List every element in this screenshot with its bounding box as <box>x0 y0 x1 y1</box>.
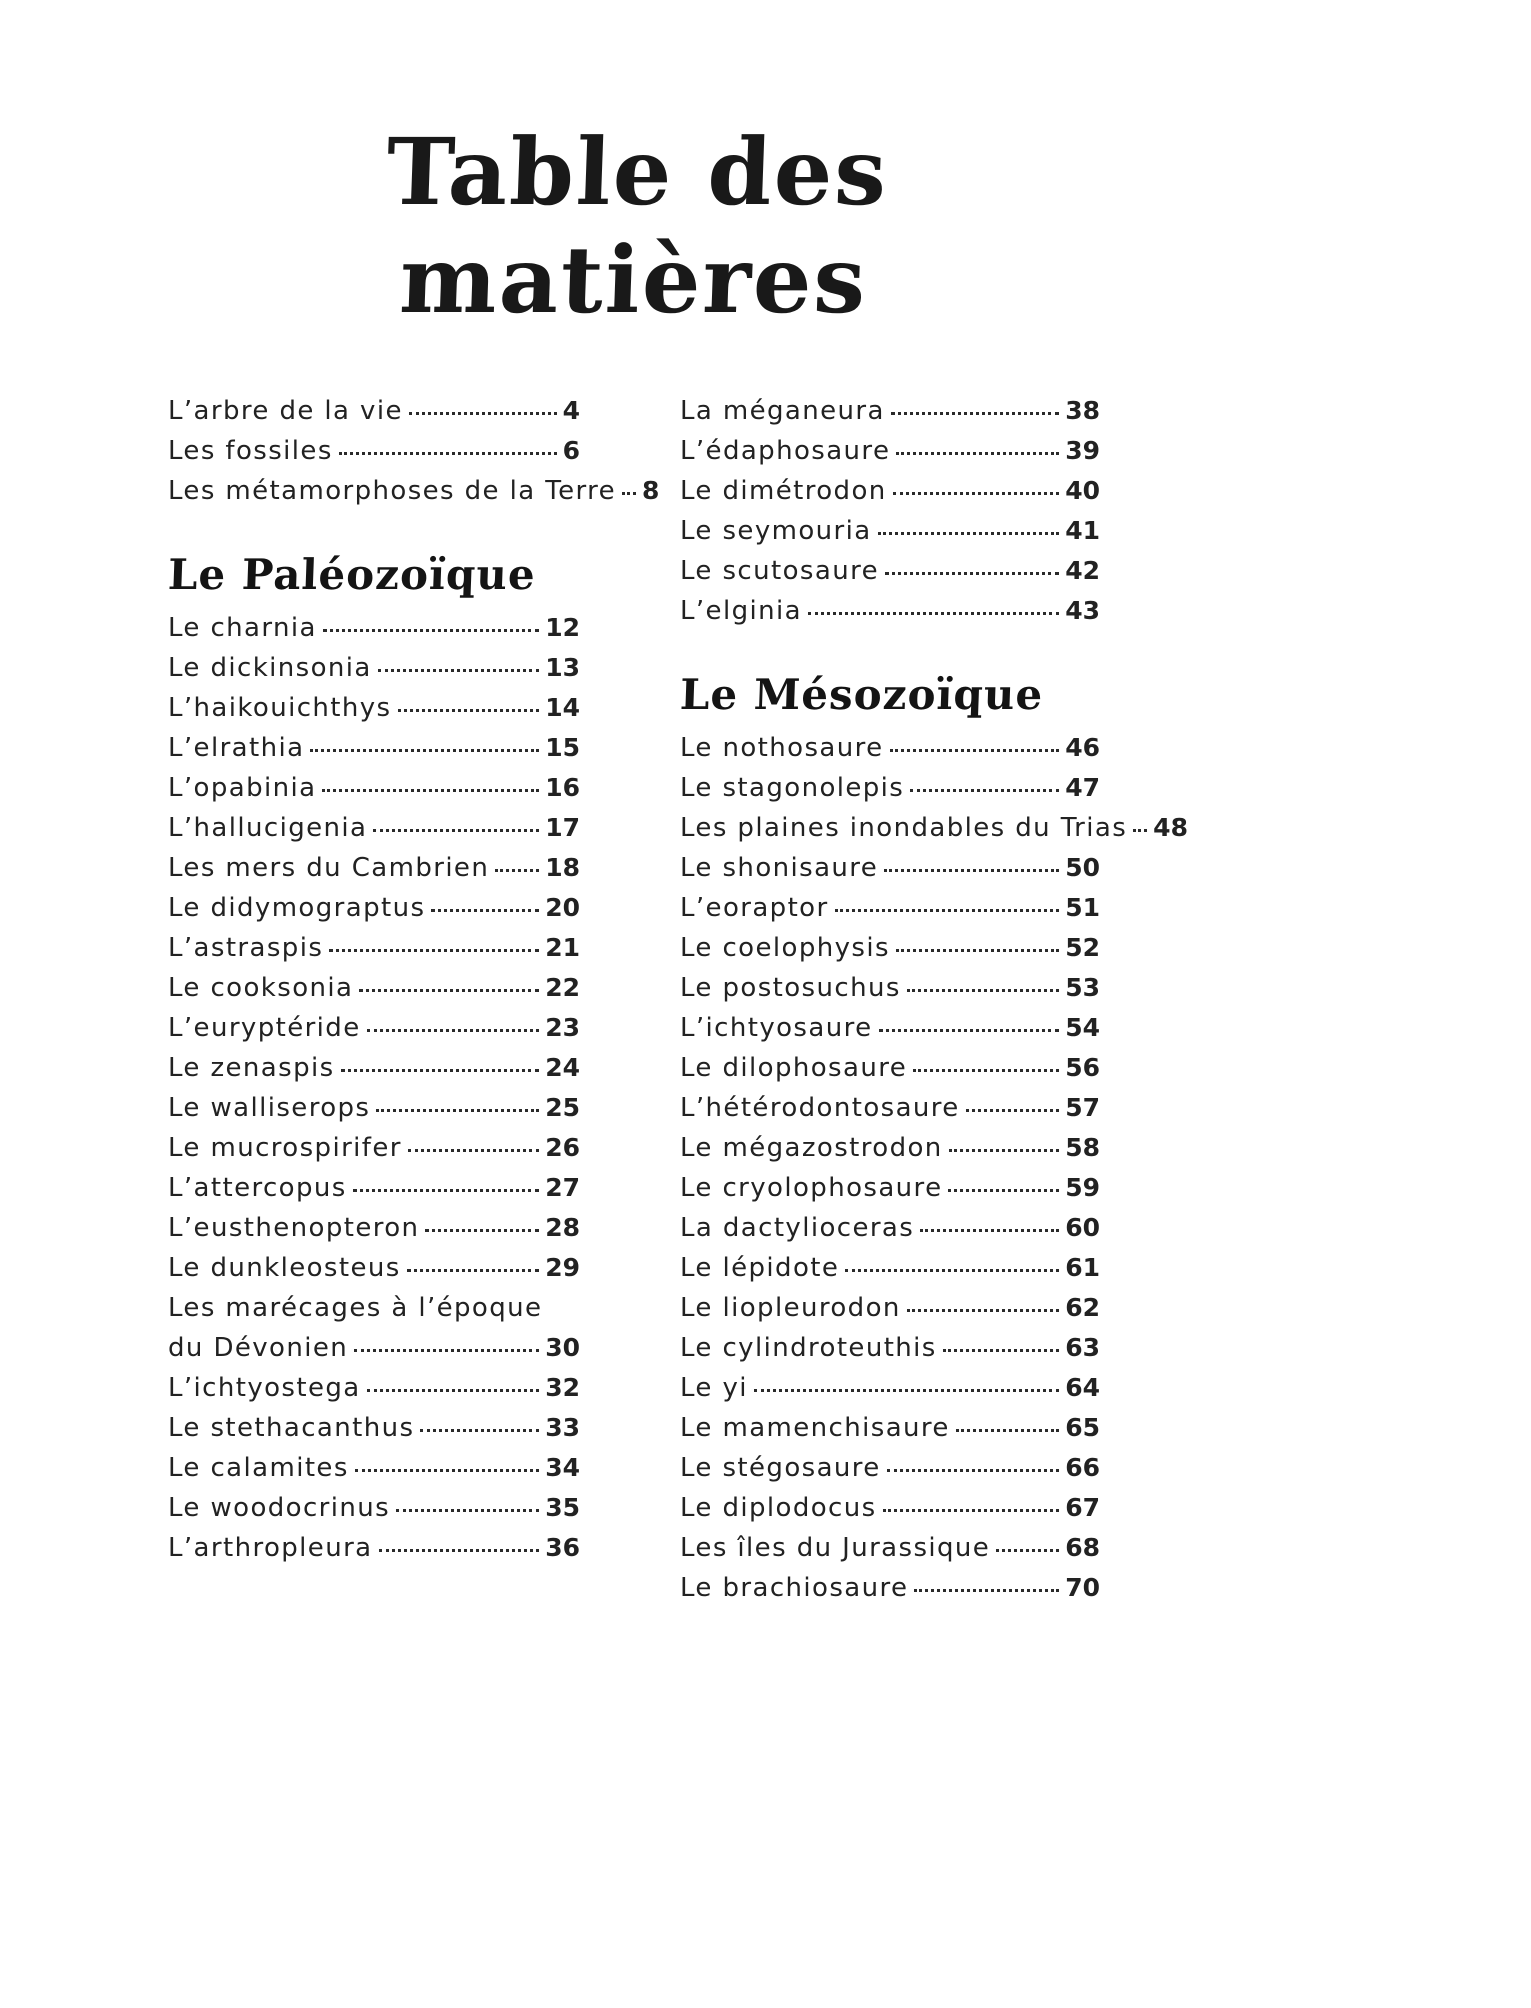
toc-entry <box>680 893 1100 933</box>
toc-entry-page: 21 <box>545 933 580 962</box>
toc-entry <box>168 1053 580 1093</box>
dot-leader <box>884 869 1059 872</box>
toc-entry-label: Le didymograptus <box>168 893 426 923</box>
toc-entry-label: Le stagonolepis <box>680 773 905 803</box>
toc-entry <box>168 773 580 813</box>
toc-entry-first-line <box>168 1293 580 1333</box>
toc-entry-page: 27 <box>545 1173 580 1202</box>
toc-entry-page: 12 <box>545 613 580 642</box>
toc-entry-page: 46 <box>1065 733 1100 762</box>
toc-entry-page: 54 <box>1065 1013 1100 1042</box>
toc-entry-label: Le lépidote <box>680 1253 840 1283</box>
toc-entry <box>680 476 1100 516</box>
toc-entry <box>168 933 580 973</box>
dot-leader <box>883 1509 1060 1512</box>
dot-leader <box>754 1389 1059 1392</box>
toc-entry-page: 15 <box>545 733 580 762</box>
toc-entry-page: 59 <box>1065 1173 1100 1202</box>
toc-entry-label: L’édaphosaure <box>680 436 891 466</box>
toc-entry-label: Le mucrospirifer <box>168 1133 402 1163</box>
toc-entry-label: L’ichtyosaure <box>680 1013 873 1043</box>
toc-entry-page: 35 <box>545 1493 580 1522</box>
toc-entry-label: Le seymouria <box>680 516 872 546</box>
toc-entry <box>680 1173 1100 1213</box>
dot-leader <box>907 1309 1059 1312</box>
toc-entry <box>168 436 580 476</box>
toc-entry-label: Le postosuchus <box>680 973 901 1003</box>
toc-entry-label: Les mers du Cambrien <box>168 853 490 883</box>
dot-leader <box>341 1069 540 1072</box>
section-heading: Le Mésozoïque <box>679 670 1045 719</box>
toc-column-left <box>167 396 660 1613</box>
toc-entry-page: 4 <box>562 396 580 425</box>
page-title: Table des matières <box>384 118 891 334</box>
toc-entry-page: 70 <box>1065 1573 1100 1602</box>
toc-columns <box>167 396 1188 1613</box>
toc-entry-page: 14 <box>545 693 580 722</box>
toc-entry-page: 63 <box>1065 1333 1100 1362</box>
dot-leader <box>396 1509 539 1512</box>
toc-entry <box>680 556 1100 596</box>
toc-entry <box>680 396 1100 436</box>
toc-entry-page: 67 <box>1065 1493 1100 1522</box>
toc-entry <box>168 1093 580 1133</box>
dot-leader <box>948 1189 1059 1192</box>
toc-entry <box>680 1533 1100 1573</box>
dot-leader <box>322 789 539 792</box>
dot-leader <box>431 909 539 912</box>
toc-entry <box>168 1173 580 1213</box>
toc-entry <box>168 1253 580 1293</box>
toc-entry-label: Le dimétrodon <box>680 476 887 506</box>
dot-leader <box>966 1109 1060 1112</box>
toc-entry-label: L’eusthenopteron <box>168 1213 420 1243</box>
toc-entry-page: 68 <box>1065 1533 1100 1562</box>
toc-entry-label: Le yi <box>680 1373 748 1403</box>
toc-entry <box>168 653 580 693</box>
dot-leader <box>323 629 539 632</box>
toc-entry-page: 56 <box>1065 1053 1100 1082</box>
dot-leader <box>353 1189 539 1192</box>
toc-entry <box>168 1373 580 1413</box>
toc-entry <box>168 1493 580 1533</box>
toc-entry-page: 36 <box>545 1533 580 1562</box>
toc-entry <box>680 1013 1100 1053</box>
toc-entry-page: 29 <box>545 1253 580 1282</box>
dot-leader <box>367 1029 540 1032</box>
toc-entry-label: Le brachiosaure <box>680 1573 909 1603</box>
toc-entry-label: Les marécages à l’époque <box>168 1293 543 1323</box>
toc-entry <box>680 1373 1100 1413</box>
toc-entry <box>168 893 580 933</box>
dot-leader <box>329 949 539 952</box>
dot-leader <box>910 789 1059 792</box>
toc-entry-label: Les fossiles <box>168 436 333 466</box>
dot-leader <box>891 412 1059 415</box>
toc-entry <box>680 853 1100 893</box>
dot-leader <box>359 989 539 992</box>
dot-leader <box>355 1469 539 1472</box>
toc-entry-page: 64 <box>1065 1373 1100 1402</box>
toc-entry-label: L’ichtyostega <box>168 1373 361 1403</box>
toc-entry <box>680 1573 1100 1613</box>
toc-entry <box>680 1213 1100 1253</box>
content-area <box>167 118 1188 1613</box>
toc-entry <box>168 733 580 773</box>
toc-entry-label: L’euryptéride <box>168 1013 361 1043</box>
toc-entry-label: Le stethacanthus <box>168 1413 415 1443</box>
dot-leader <box>896 452 1059 455</box>
dot-leader <box>354 1349 539 1352</box>
toc-entry <box>680 1413 1100 1453</box>
toc-entry-label: Le mégazostrodon <box>680 1133 943 1163</box>
dot-leader <box>408 1149 539 1152</box>
toc-entry <box>680 1093 1100 1133</box>
dot-leader <box>845 1269 1059 1272</box>
toc-entry-page: 50 <box>1065 853 1100 882</box>
toc-entry-label: Le coelophysis <box>680 933 890 963</box>
toc-entry <box>168 1413 580 1453</box>
toc-entry-label: La dactylioceras <box>680 1213 915 1243</box>
toc-entry-label: Le dickinsonia <box>168 653 372 683</box>
toc-entry-page: 30 <box>545 1333 580 1362</box>
toc-entry <box>680 1333 1100 1373</box>
dot-leader <box>949 1149 1060 1152</box>
dot-leader <box>367 1389 540 1392</box>
toc-entry-label: Les plaines inondables du Trias <box>680 813 1128 843</box>
dot-leader <box>885 572 1059 575</box>
toc-entry-page: 28 <box>545 1213 580 1242</box>
toc-entry <box>168 693 580 733</box>
toc-entry-page: 34 <box>545 1453 580 1482</box>
toc-entry-page: 18 <box>545 853 580 882</box>
dot-leader <box>378 669 539 672</box>
dot-leader <box>907 989 1059 992</box>
toc-entry <box>168 1133 580 1173</box>
toc-entry <box>168 476 660 516</box>
toc-entry-page: 41 <box>1065 516 1100 545</box>
toc-entry-label: L’elginia <box>680 596 802 626</box>
dot-leader <box>996 1549 1059 1552</box>
toc-entry-label: La méganeura <box>680 396 885 426</box>
toc-entry-page: 42 <box>1065 556 1100 585</box>
toc-entry-page: 17 <box>545 813 580 842</box>
toc-entry-label: Le zenaspis <box>168 1053 335 1083</box>
dot-leader <box>339 452 557 455</box>
toc-entry-label: Le cryolophosaure <box>680 1173 943 1203</box>
toc-entry-page: 13 <box>545 653 580 682</box>
toc-entry-label: L’attercopus <box>168 1173 347 1203</box>
dot-leader <box>956 1429 1059 1432</box>
toc-entry <box>168 1213 580 1253</box>
toc-entry-page: 47 <box>1065 773 1100 802</box>
toc-entry-label: Le diplodocus <box>680 1493 877 1523</box>
toc-entry-label: Le calamites <box>168 1453 349 1483</box>
toc-entry-page: 39 <box>1065 436 1100 465</box>
dot-leader <box>879 1029 1060 1032</box>
dot-leader <box>622 492 636 495</box>
toc-entry-label: Le woodocrinus <box>168 1493 391 1523</box>
toc-entry-page: 22 <box>545 973 580 1002</box>
toc-entry-label: L’elrathia <box>168 733 305 763</box>
toc-entry-page: 61 <box>1065 1253 1100 1282</box>
dot-leader <box>878 532 1060 535</box>
dot-leader <box>808 612 1059 615</box>
dot-leader <box>893 492 1060 495</box>
toc-entry-page: 66 <box>1065 1453 1100 1482</box>
toc-entry-label: Le mamenchisaure <box>680 1413 950 1443</box>
toc-entry <box>680 1053 1100 1093</box>
dot-leader <box>398 709 540 712</box>
toc-entry <box>168 1533 580 1573</box>
toc-entry-page: 65 <box>1065 1413 1100 1442</box>
toc-entry-page: 58 <box>1065 1133 1100 1162</box>
toc-entry-page: 26 <box>545 1133 580 1162</box>
toc-entry-page: 20 <box>545 893 580 922</box>
toc-entry <box>680 973 1100 1013</box>
toc-entry <box>680 933 1100 973</box>
toc-entry <box>680 436 1100 476</box>
dot-leader <box>495 869 539 872</box>
dot-leader <box>914 1589 1059 1592</box>
dot-leader <box>420 1429 539 1432</box>
toc-entry-label: L’hallucigenia <box>168 813 368 843</box>
toc-entry <box>168 613 580 653</box>
toc-entry <box>680 1133 1100 1173</box>
toc-entry-page: 52 <box>1065 933 1100 962</box>
toc-entry-label: Le charnia <box>168 613 317 643</box>
dot-leader <box>920 1229 1059 1232</box>
toc-entry-page: 24 <box>545 1053 580 1082</box>
toc-entry-label: L’arbre de la vie <box>168 396 403 426</box>
dot-leader <box>407 1269 540 1272</box>
dot-leader <box>913 1069 1059 1072</box>
toc-entry <box>680 1293 1100 1333</box>
toc-entry-page: 32 <box>545 1373 580 1402</box>
toc-entry <box>168 813 580 853</box>
toc-entry <box>168 1333 580 1373</box>
dot-leader <box>896 949 1059 952</box>
toc-entry-page: 62 <box>1065 1293 1100 1322</box>
toc-entry <box>680 773 1100 813</box>
dot-leader <box>835 909 1060 912</box>
toc-entry-label: Le shonisaure <box>680 853 879 883</box>
dot-leader <box>379 1549 540 1552</box>
toc-entry-label: Le scutosaure <box>680 556 879 586</box>
dot-leader <box>310 749 539 752</box>
toc-entry-page: 33 <box>545 1413 580 1442</box>
toc-entry-label: Le walliserops <box>168 1093 371 1123</box>
dot-leader <box>1133 829 1147 832</box>
dot-leader <box>887 1469 1059 1472</box>
toc-entry-label: L’eoraptor <box>680 893 829 923</box>
toc-entry-label: Le cooksonia <box>168 973 354 1003</box>
toc-entry-label: Le stégosaure <box>680 1453 881 1483</box>
toc-entry-page: 38 <box>1065 396 1100 425</box>
toc-entry <box>680 596 1100 636</box>
toc-entry-label: L’opabinia <box>168 773 317 803</box>
toc-entry-label: Les métamorphoses de la Terre <box>168 476 617 506</box>
toc-entry <box>680 1253 1100 1293</box>
dot-leader <box>409 412 557 415</box>
toc-entry <box>168 973 580 1013</box>
toc-entry-label: Le nothosaure <box>680 733 884 763</box>
dot-leader <box>376 1109 539 1112</box>
toc-entry-label: Le dilophosaure <box>680 1053 908 1083</box>
toc-entry <box>680 1453 1100 1493</box>
toc-entry-label: Le cylindroteuthis <box>680 1333 937 1363</box>
toc-entry-page: 53 <box>1065 973 1100 1002</box>
dot-leader <box>425 1229 539 1232</box>
toc-entry-page: 48 <box>1153 813 1188 842</box>
toc-entry <box>168 1453 580 1493</box>
toc-entry-page: 23 <box>545 1013 580 1042</box>
dot-leader <box>373 829 539 832</box>
toc-column-right <box>679 396 1188 1613</box>
dot-leader <box>943 1349 1059 1352</box>
toc-entry <box>680 733 1100 773</box>
toc-entry <box>680 516 1100 556</box>
toc-entry-page: 25 <box>545 1093 580 1122</box>
toc-entry-label: L’arthropleura <box>168 1533 373 1563</box>
toc-entry-label: L’haikouichthys <box>168 693 392 723</box>
section-heading: Le Paléozoïque <box>167 550 537 599</box>
toc-entry <box>168 396 580 436</box>
toc-entry <box>680 1493 1100 1533</box>
dot-leader <box>890 749 1060 752</box>
toc-entry-page: 60 <box>1065 1213 1100 1242</box>
toc-entry-page: 51 <box>1065 893 1100 922</box>
toc-entry-label: du Dévonien <box>168 1333 349 1363</box>
toc-entry-label: L’hétérodontosaure <box>680 1093 960 1123</box>
toc-entry-label: Le liopleurodon <box>680 1293 901 1323</box>
toc-entry <box>680 813 1188 853</box>
toc-entry-label: Les îles du Jurassique <box>680 1533 991 1563</box>
toc-entry-page: 43 <box>1065 596 1100 625</box>
toc-entry <box>168 853 580 893</box>
toc-entry <box>168 1013 580 1053</box>
toc-entry-page: 57 <box>1065 1093 1100 1122</box>
toc-entry-page: 6 <box>562 436 580 465</box>
toc-entry-label: L’astraspis <box>168 933 324 963</box>
toc-entry-page: 16 <box>545 773 580 802</box>
toc-entry-label: Le dunkleosteus <box>168 1253 401 1283</box>
toc-entry-page: 40 <box>1065 476 1100 505</box>
toc-entry-page: 8 <box>642 476 660 505</box>
